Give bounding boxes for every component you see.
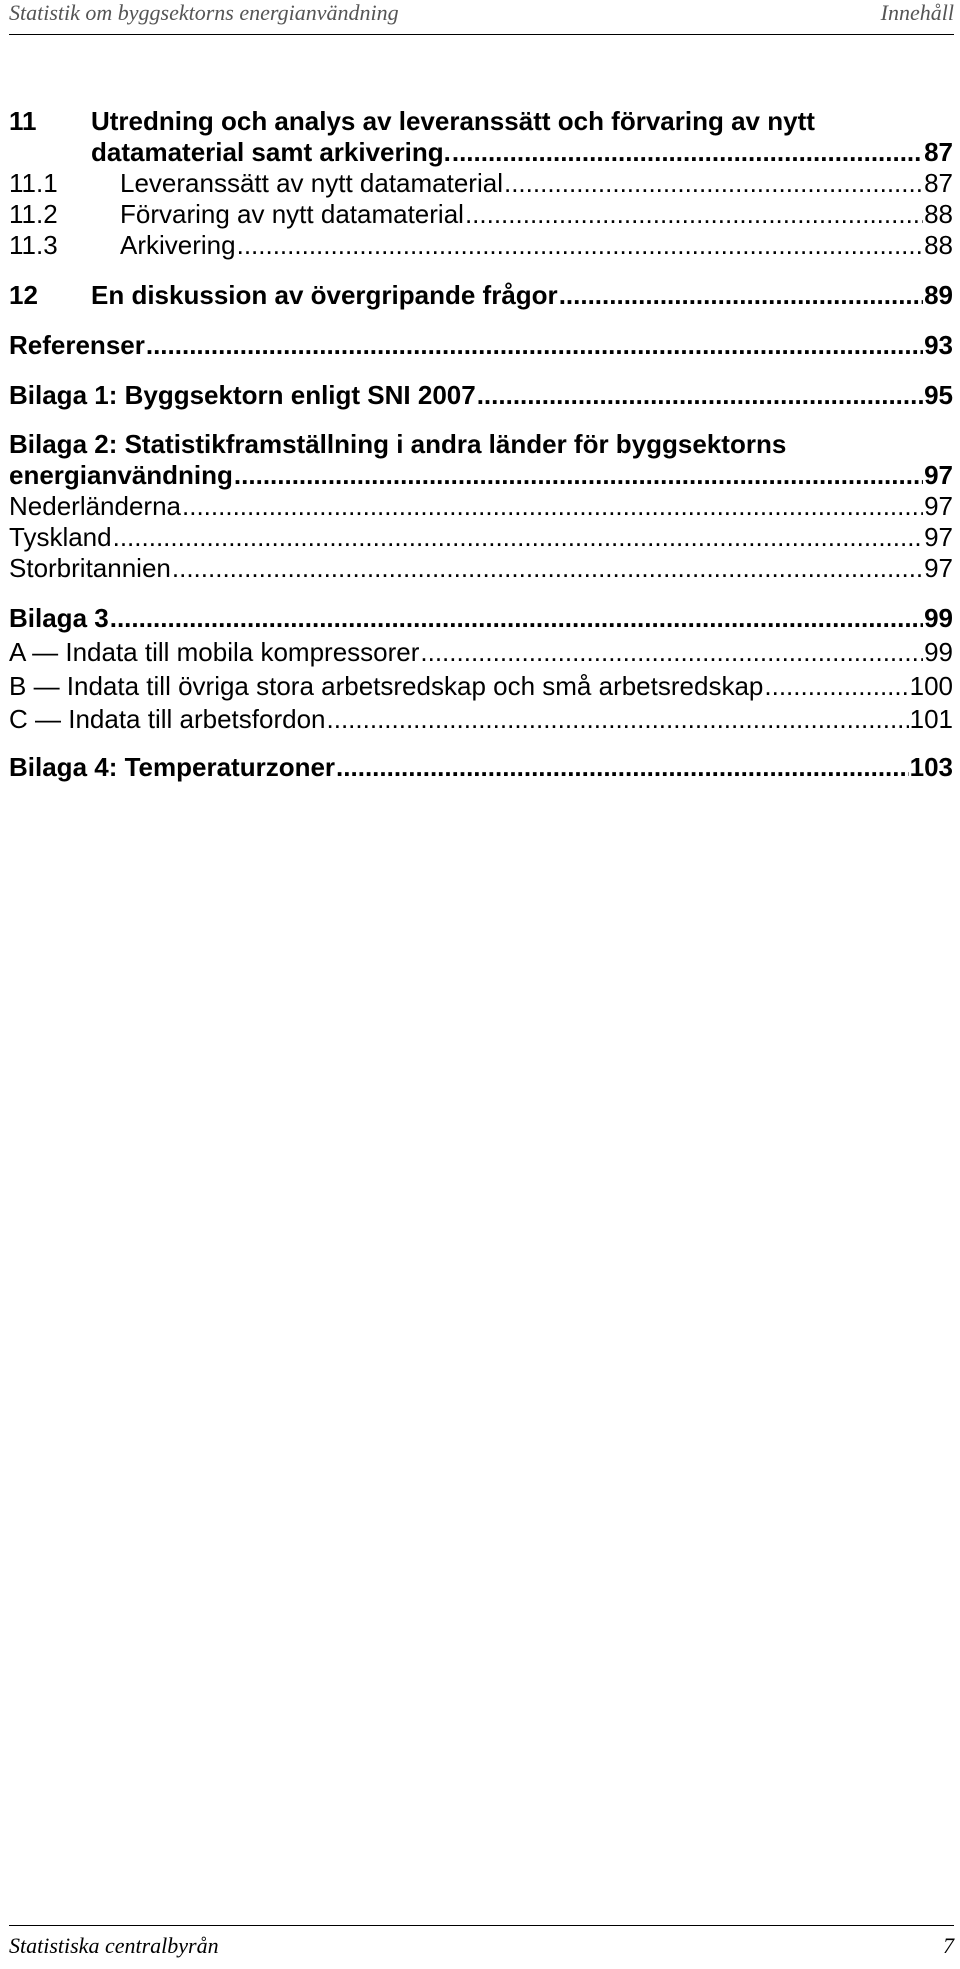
- footer-page-number: 7: [943, 1933, 954, 1958]
- toc-page-number: 99: [924, 637, 953, 667]
- toc-entry-11-3[interactable]: [9, 230, 953, 261]
- dot-leader: [234, 460, 923, 491]
- toc-entry-nederlanderna[interactable]: [9, 491, 953, 522]
- toc-entry-title-continued: datamaterial samt arkivering.: [91, 137, 451, 167]
- header-divider: [9, 34, 954, 35]
- footer-publisher: Statistiska centralbyrån: [9, 1933, 219, 1958]
- toc-entry-title: Bilaga 3: [9, 603, 109, 633]
- toc-entry-tyskland[interactable]: [9, 522, 953, 553]
- toc-entry-referenser[interactable]: [9, 330, 953, 361]
- dot-leader: [764, 671, 908, 702]
- toc-page-number: 101: [909, 704, 953, 734]
- dot-leader: [465, 199, 923, 230]
- toc-page-number: 97: [924, 522, 953, 552]
- header-document-title: Statistik om byggsektorns energianvändning: [9, 0, 399, 25]
- dot-leader: [110, 603, 923, 634]
- toc-entry-chapter-11[interactable]: [9, 106, 953, 168]
- toc-page-number: 89: [924, 280, 953, 310]
- toc-entry-bilaga-3-c[interactable]: [9, 704, 953, 735]
- header-section-name: Innehåll: [880, 0, 954, 25]
- dot-leader: [559, 280, 923, 311]
- toc-entry-title: En diskussion av övergripande frågor: [91, 280, 558, 310]
- toc-page-number: 97: [924, 460, 953, 490]
- toc-entry-title: Förvaring av nytt datamaterial: [120, 199, 464, 229]
- toc-page-number: 97: [924, 491, 953, 521]
- dot-leader: [113, 522, 923, 553]
- dot-leader: [237, 230, 923, 261]
- running-header: [9, 0, 954, 32]
- toc-entry-title: Leveranssätt av nytt datamaterial: [120, 168, 503, 198]
- dot-leader: [172, 553, 923, 584]
- toc-page-number: 93: [924, 330, 953, 360]
- toc-entry-number: 11: [9, 106, 37, 136]
- dot-leader: [336, 752, 909, 783]
- toc-page-number: 88: [924, 230, 953, 260]
- dot-leader: [182, 491, 923, 522]
- toc-entry-title: A — Indata till mobila kompressorer: [9, 637, 420, 667]
- toc-entry-title: Arkivering: [120, 230, 236, 260]
- dot-leader: [504, 168, 923, 199]
- toc-entry-title: Bilaga 2: Statistikframställning i andra länder för byggsektorns: [9, 429, 787, 459]
- toc-entry-title: Utredning och analys av leveranssätt och förvaring av nytt: [91, 106, 815, 136]
- toc-page-number: 100: [909, 671, 953, 701]
- dot-leader: [420, 637, 923, 668]
- dot-leader: [452, 137, 923, 168]
- toc-entry-number: 11.3: [9, 230, 58, 260]
- dot-leader: [327, 704, 909, 735]
- dot-leader: [146, 330, 923, 361]
- toc-entry-title: Bilaga 4: Temperaturzoner: [9, 752, 336, 782]
- toc-entry-title: Tyskland: [9, 522, 112, 552]
- toc-entry-bilaga-2[interactable]: [9, 429, 953, 491]
- toc-entry-11-2[interactable]: [9, 199, 953, 230]
- toc-entry-title: Bilaga 1: Byggsektorn enligt SNI 2007: [9, 380, 476, 410]
- toc-entry-storbritannien[interactable]: [9, 553, 953, 584]
- toc-entry-number: 12: [9, 280, 38, 310]
- toc-entry-11-1[interactable]: [9, 168, 953, 199]
- toc-entry-number: 11.2: [9, 199, 58, 229]
- toc-entry-chapter-12[interactable]: [9, 280, 953, 311]
- toc-entry-bilaga-4[interactable]: [9, 752, 953, 783]
- footer-divider: [9, 1925, 954, 1926]
- toc-entry-number: 11.1: [9, 168, 58, 198]
- toc-entry-bilaga-3-a[interactable]: [9, 637, 953, 668]
- toc-page-number: 99: [924, 603, 953, 633]
- toc-entry-title: C — Indata till arbetsfordon: [9, 704, 326, 734]
- dot-leader: [477, 380, 923, 411]
- toc-entry-title: Storbritannien: [9, 553, 171, 583]
- toc-entry-title: B — Indata till övriga stora arbetsredskap och små arbetsredskap: [9, 671, 764, 701]
- toc-entry-bilaga-1[interactable]: [9, 380, 953, 411]
- toc-entry-title: Nederländerna: [9, 491, 182, 521]
- toc-page-number: 87: [924, 168, 953, 198]
- toc-page-number: 97: [924, 553, 953, 583]
- toc-page-number: 87: [924, 137, 953, 167]
- toc-page-number: 103: [909, 752, 953, 782]
- toc-page-number: 95: [924, 380, 953, 410]
- toc-entry-title-continued: energianvändning: [9, 460, 233, 490]
- toc-entry-bilaga-3[interactable]: [9, 603, 953, 634]
- toc-entry-title: Referenser: [9, 330, 145, 360]
- toc-page-number: 88: [924, 199, 953, 229]
- toc-entry-bilaga-3-b[interactable]: [9, 671, 953, 702]
